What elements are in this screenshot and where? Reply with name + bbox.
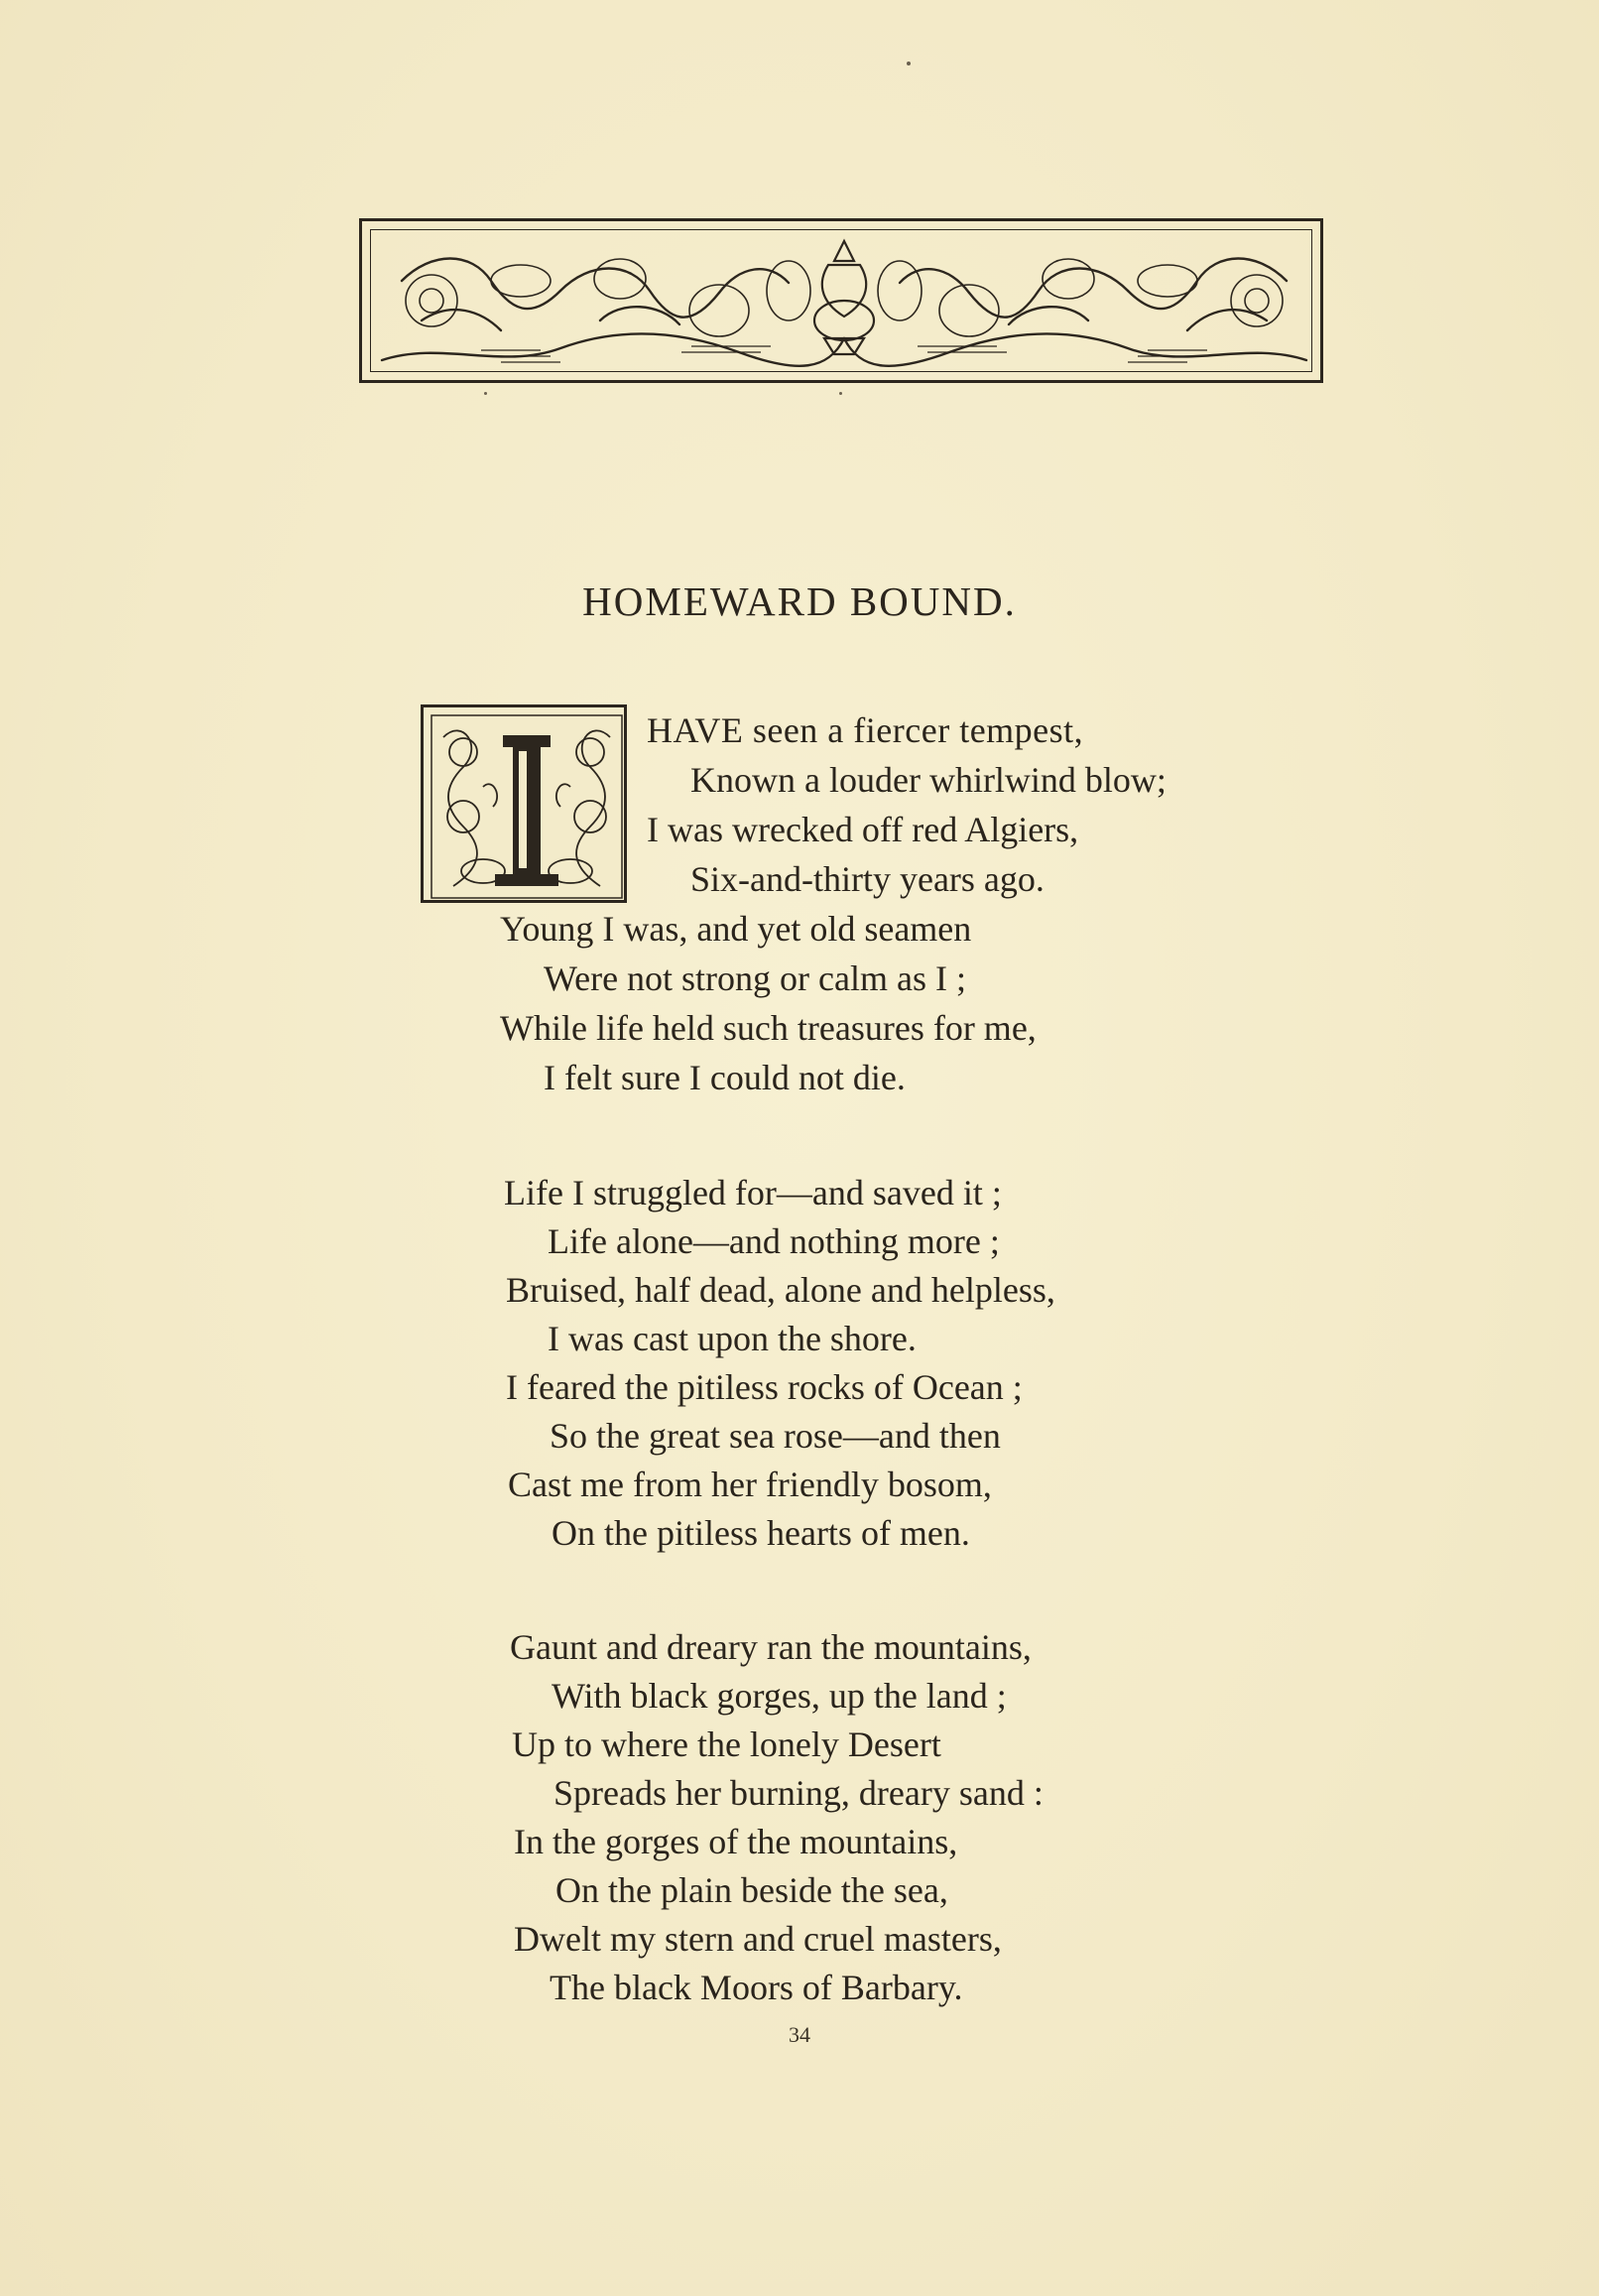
floral-scroll-ornament [362, 221, 1326, 386]
poem-line: So the great sea rose—and then [550, 1416, 1001, 1456]
poem-line: Up to where the lonely Desert [512, 1724, 941, 1764]
poem-line: Young I was, and yet old seamen [500, 909, 972, 949]
poem-line: On the pitiless hearts of men. [552, 1513, 970, 1553]
poem-line: I felt sure I could not die. [544, 1058, 906, 1097]
poem-line: I feared the pitiless rocks of Ocean ; [506, 1367, 1023, 1407]
drop-cap-ornament [424, 707, 630, 906]
poem-line: Cast me from her friendly bosom, [508, 1465, 992, 1504]
poem-line: Were not strong or calm as I ; [544, 958, 966, 998]
poem-line: Known a louder whirlwind blow; [690, 760, 1167, 800]
poem-line: Dwelt my stern and cruel masters, [514, 1919, 1002, 1959]
poem-line: I was wrecked off red Algiers, [647, 810, 1079, 849]
poem-line: On the plain beside the sea, [555, 1870, 948, 1910]
poem-line: The black Moors of Barbary. [550, 1968, 963, 2007]
drop-cap-initial [421, 704, 627, 903]
poem-line: Spreads her burning, dreary sand : [554, 1773, 1044, 1813]
poem-line: Six-and-thirty years ago. [690, 859, 1045, 899]
poem-line: Life I struggled for—and saved it ; [504, 1173, 1002, 1212]
poem-line: Gaunt and dreary ran the mountains, [510, 1627, 1032, 1667]
ink-speck [839, 392, 842, 395]
poem-line: While life held such treasures for me, [500, 1008, 1037, 1048]
poem-line: Life alone—and nothing more ; [548, 1221, 1000, 1261]
poem-line: With black gorges, up the land ; [552, 1676, 1007, 1716]
ornamental-headpiece [359, 218, 1323, 383]
poem-line: In the gorges of the mountains, [514, 1822, 958, 1861]
poem-line: I was cast upon the shore. [548, 1319, 917, 1358]
poem-line: Bruised, half dead, alone and helpless, [506, 1270, 1055, 1310]
poem-title: HOMEWARD BOUND. [582, 578, 1017, 624]
poem-line: HAVE seen a fiercer tempest, [647, 710, 1084, 750]
page-number: 34 [789, 2022, 810, 2047]
ink-speck [484, 392, 487, 395]
ink-speck [907, 62, 911, 65]
